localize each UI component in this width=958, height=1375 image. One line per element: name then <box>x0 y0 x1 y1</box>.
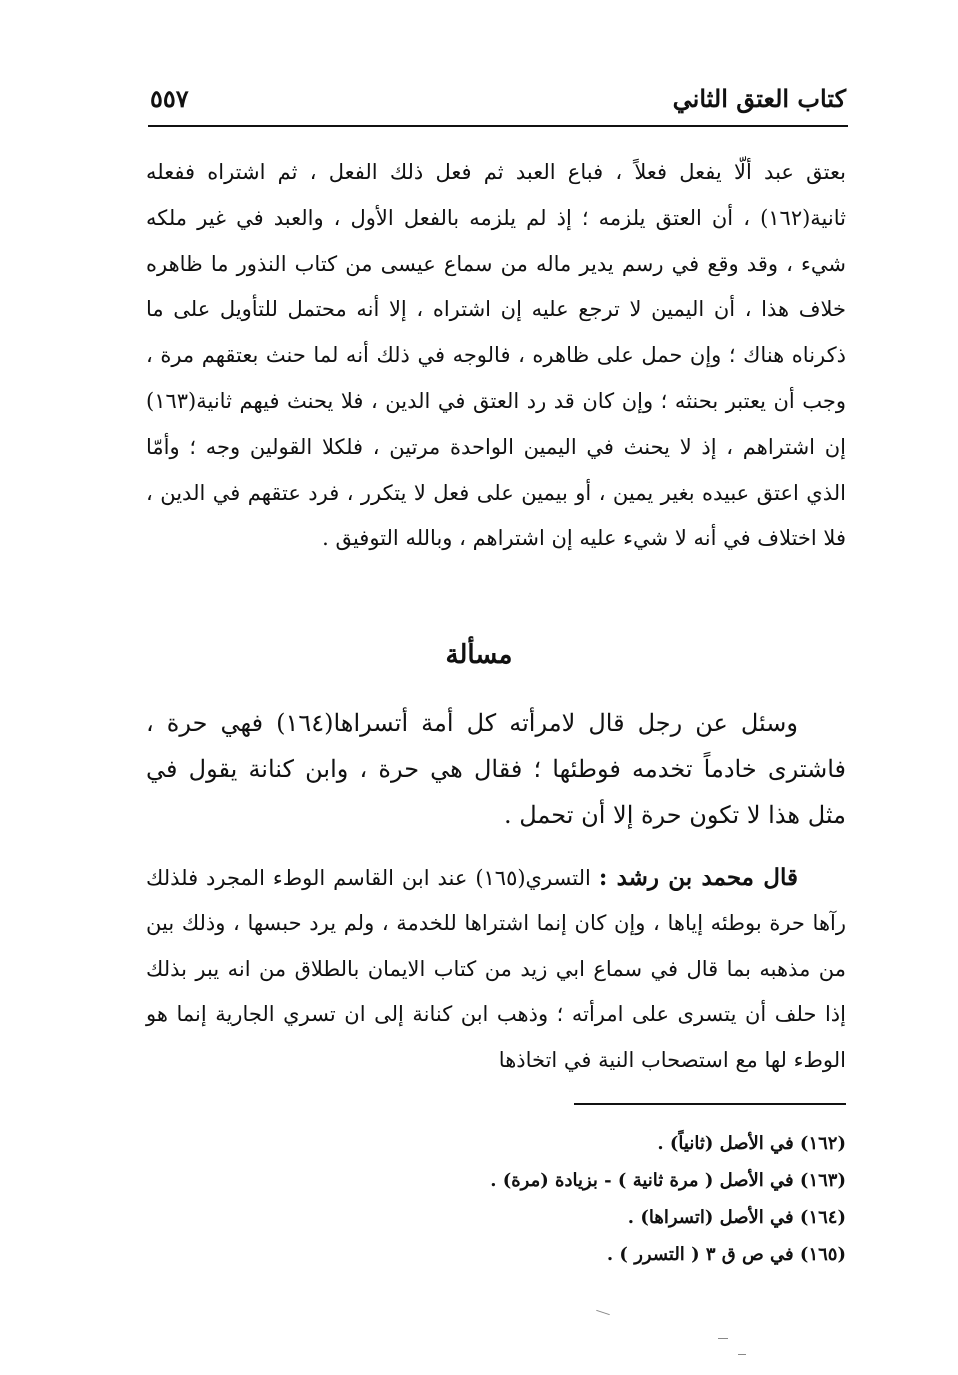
footnote-164: (١٦٤) في الأصل (اتسراها) . <box>627 1207 846 1228</box>
scan-speck <box>738 1354 746 1355</box>
page-number: ٥٥٧ <box>150 84 189 113</box>
scan-speck <box>718 1338 728 1339</box>
section-heading: مسألة <box>445 640 513 670</box>
answer-paragraph <box>146 855 846 1083</box>
question-paragraph: وسئل عن رجل قال لامرأته كل أمة أتسراها(١٦٤) فهي حرة ، فاشترى خادماً تخدمه فوطئها ؛ فقال هي حرة ، وابن كنانة يقول في مثل هذا لا تكون حرة إلا أن تحمل . <box>146 709 846 829</box>
header-rule <box>148 125 848 127</box>
footnote-rule <box>574 1103 846 1105</box>
footnote-162: (١٦٢) في الأصل (ثانياً) . <box>657 1133 846 1154</box>
body-paragraph-1: بعتق عبد ألّا يفعل فعلاً ، فباع العبد ثم فعل ذلك الفعل ، ثم اشتراه ففعله ثانية(١٦٢) ، أن العتق يلزمه ؛ إذ لم يلزمه بالفعل الأول ، والعبد في غير ملكه شيء ، وقد وقع في رسم يدير ماله من سماع عيسى من كتاب النذور ما ظاهره خلاف هذا ، أن اليمين لا ترجع عليه إن اشتراه ، إلا أنه محتمل للتأويل على ما ذكرناه هناك ؛ وإن حمل على ظاهره ، فالوجه في ذلك أنه لما حنث بعتقهم مرة ، وجب أن يعتبر بحنثه ؛ وإن كان قد رد العتق في الدين ، فلا يحنث فيهم ثانية(١٦٣) إن اشتراهم ، إذ لا يحنث في اليمين الواحدة مرتين ، فلكلا القولين وجه ؛ وأمّا الذي اعتق عبيده بغير يمين ، أو بيمين على فعل لا يتكرر ، فرد عتقهم في الدين ، فلا اختلاف في أنه لا شيء عليه إن اشتراهم ، وبالله التوفيق . <box>146 160 846 551</box>
footnotes-list <box>146 1125 846 1273</box>
running-title: كتاب العتق الثاني <box>672 84 846 113</box>
scan-speck <box>596 1310 610 1315</box>
footnote-165: (١٦٥) في ص ق ٣ ( التسرر ) . <box>606 1244 846 1265</box>
answer-speaker: قال محمد بن رشد : <box>598 864 798 891</box>
answer-text: التسري(١٦٥) عند ابن القاسم الوطء المجرد فلذلك رآها حرة بوطئه إياها ، وإن كان إنما اشتراها للخدمة ، ولم يرد حبسها ، وذلك بين من مذهبه بما قال في سماع ابي زيد من كتاب الايمان بالطلاق من انه يبر بذلك إذا حلف أن يتسرى على امرأته ؛ وذهب ابن كنانة إلى ان تسري الجارية إنما هو الوطء لها مع استصحاب النية في اتخاذها <box>146 866 846 1072</box>
footnote-163: (١٦٣) في الأصل ( مرة ثانية ) - بزيادة (مرة) . <box>490 1170 846 1191</box>
